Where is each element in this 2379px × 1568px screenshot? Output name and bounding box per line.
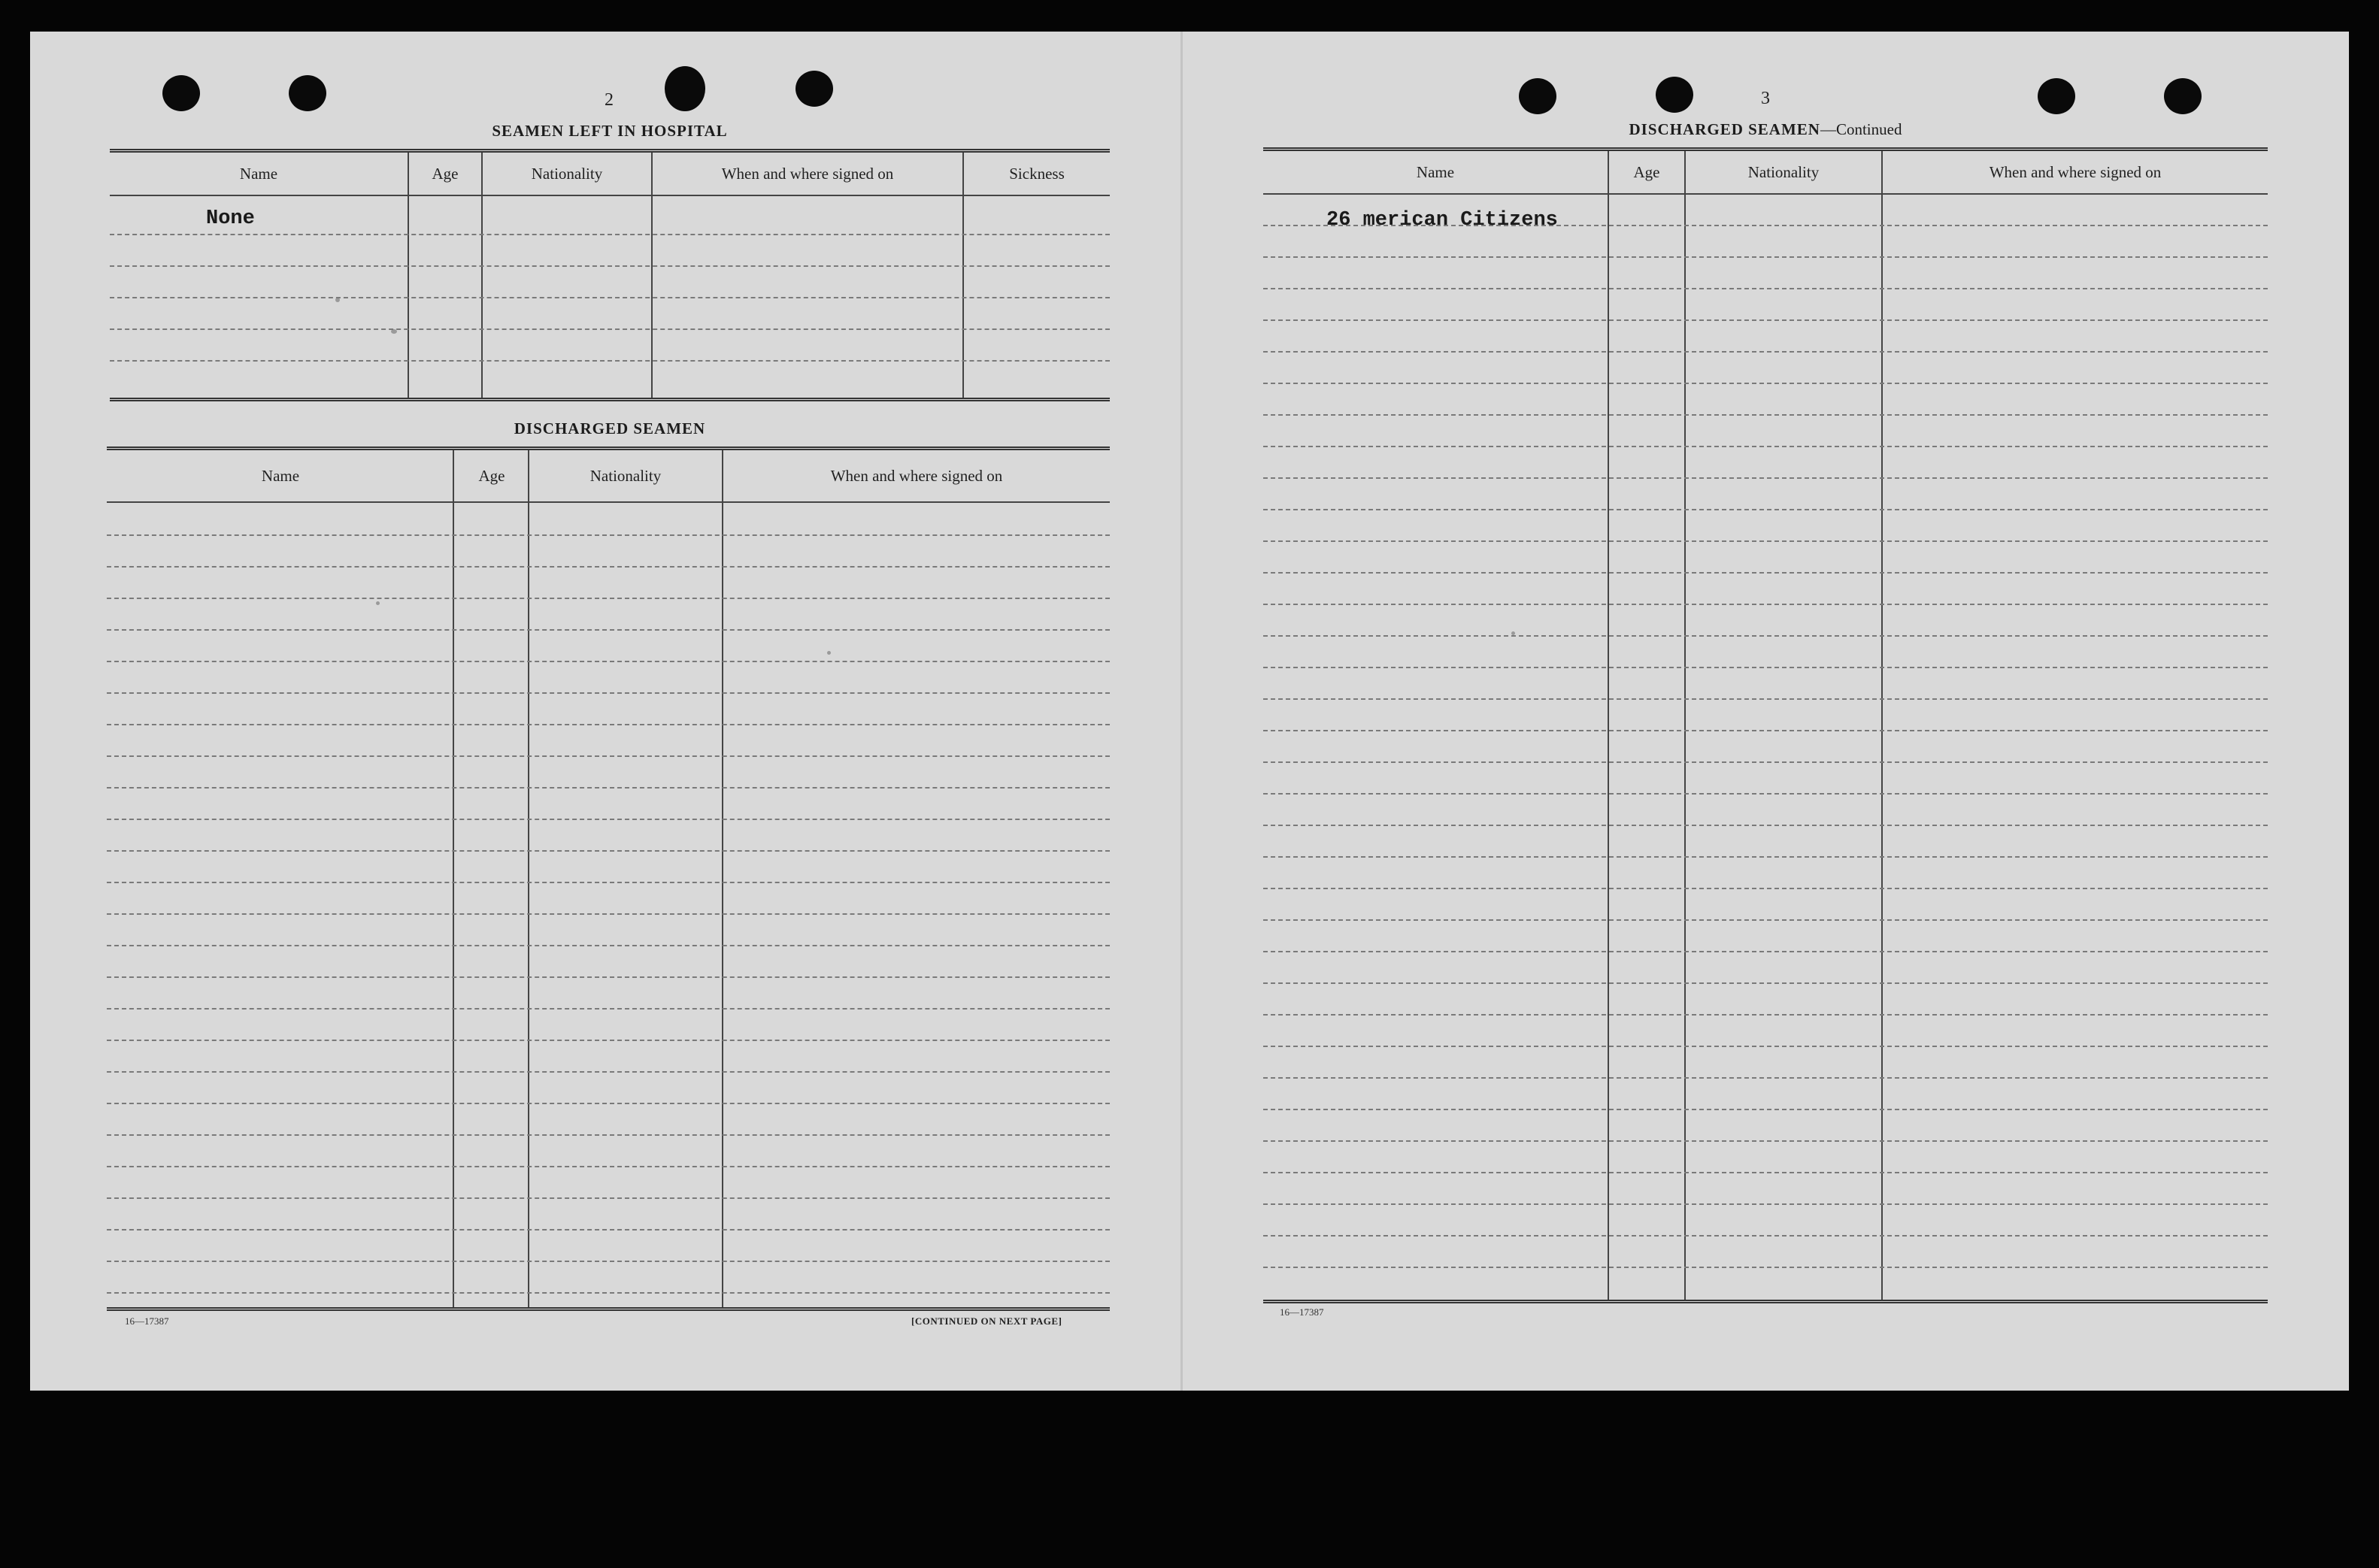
table-row <box>1263 634 2268 637</box>
table-row <box>1263 255 2268 258</box>
table-row <box>1263 476 2268 479</box>
column-divider <box>722 450 723 1307</box>
hospital-col-nationality: Nationality <box>531 165 603 183</box>
page-number-left: 2 <box>605 90 614 110</box>
table-row <box>1263 1170 2268 1173</box>
table-row <box>107 817 1110 820</box>
hospital-table-header <box>110 153 1110 196</box>
table-row <box>110 232 1110 235</box>
table-row <box>1263 1139 2268 1142</box>
table-row <box>1263 381 2268 384</box>
right-col-signed-on: When and where signed on <box>1989 163 2162 181</box>
hospital-col-name: Name <box>239 165 278 183</box>
table-row <box>1263 792 2268 795</box>
discharged-continued-title-main: DISCHARGED SEAMEN <box>1629 120 1820 138</box>
table-row <box>1263 1107 2268 1110</box>
hospital-section-title: SEAMEN LEFT IN HOSPITAL <box>492 122 728 140</box>
table-row <box>107 849 1110 852</box>
table-row <box>107 565 1110 568</box>
table-row <box>107 912 1110 915</box>
punch-hole <box>2164 78 2202 114</box>
table-row <box>1263 507 2268 510</box>
table-row <box>1263 728 2268 731</box>
discharged-table-left <box>107 446 1110 1311</box>
table-row <box>1263 539 2268 542</box>
right-col-name: Name <box>1416 163 1455 181</box>
punch-hole <box>796 71 833 107</box>
discharged-col-name: Name <box>261 467 300 485</box>
form-number-left: 16—17387 <box>125 1315 169 1327</box>
table-row <box>107 943 1110 946</box>
table-row <box>107 722 1110 725</box>
discharged-section-title: DISCHARGED SEAMEN <box>514 419 706 437</box>
discharged-table-header <box>107 450 1110 503</box>
continued-on-next-page: [CONTINUED ON NEXT PAGE] <box>911 1315 1062 1327</box>
table-row <box>1263 949 2268 952</box>
table-row <box>1263 602 2268 605</box>
table-row <box>1263 1076 2268 1079</box>
punch-hole <box>665 66 705 111</box>
table-row <box>107 1006 1110 1010</box>
table-row <box>107 1196 1110 1199</box>
table-row <box>107 659 1110 662</box>
punch-hole <box>162 75 200 111</box>
table-row <box>107 1227 1110 1230</box>
column-divider <box>1881 151 1883 1300</box>
page-fold <box>1180 32 1183 1391</box>
table-row <box>107 1164 1110 1167</box>
table-row <box>107 1133 1110 1136</box>
punch-hole <box>2038 78 2075 114</box>
table-row <box>1263 760 2268 763</box>
discharged-table-right <box>1263 147 2268 1303</box>
table-row <box>1263 286 2268 289</box>
table-row <box>110 295 1110 298</box>
table-row <box>107 754 1110 757</box>
table-row <box>107 975 1110 978</box>
table-row <box>107 786 1110 789</box>
table-row <box>1263 1202 2268 1205</box>
right-col-age: Age <box>1633 163 1660 181</box>
discharged-col-signed-on: When and where signed on <box>830 467 1003 485</box>
table-row <box>1263 981 2268 984</box>
table-row <box>107 1038 1110 1041</box>
discharged-col-age: Age <box>478 467 505 485</box>
table-row <box>1263 1234 2268 1237</box>
table-row <box>110 264 1110 267</box>
table-row <box>1263 918 2268 921</box>
table-row <box>107 1101 1110 1104</box>
table-row <box>1263 571 2268 574</box>
punch-hole <box>289 75 326 111</box>
discharged-entry: 26 merican Citizens <box>1326 209 1558 232</box>
table-row <box>1263 350 2268 353</box>
table-row <box>107 1291 1110 1294</box>
hospital-entry: None <box>206 207 255 230</box>
column-divider <box>528 450 529 1307</box>
table-row <box>107 880 1110 883</box>
table-row <box>1263 1265 2268 1268</box>
table-row <box>1263 413 2268 416</box>
table-row <box>1263 697 2268 700</box>
hospital-table <box>110 149 1110 401</box>
right-col-nationality: Nationality <box>1747 163 1820 181</box>
table-row <box>110 327 1110 330</box>
hospital-col-signed-on: When and where signed on <box>721 165 894 183</box>
table-row <box>107 691 1110 694</box>
table-row <box>1263 318 2268 321</box>
column-divider <box>1608 151 1609 1300</box>
table-row <box>1263 444 2268 447</box>
page-number-right: 3 <box>1761 89 1770 108</box>
discharged-continued-suffix: —Continued <box>1820 120 1902 138</box>
table-row <box>1263 1013 2268 1016</box>
discharged-continued-header <box>1263 151 2268 195</box>
table-row <box>1263 886 2268 889</box>
table-row <box>107 628 1110 631</box>
table-row <box>1263 855 2268 858</box>
table-row <box>107 1070 1110 1073</box>
discharged-col-nationality: Nationality <box>589 467 662 485</box>
table-row <box>107 533 1110 536</box>
column-divider <box>453 450 454 1307</box>
table-row <box>1263 823 2268 826</box>
form-number-right: 16—17387 <box>1280 1306 1324 1318</box>
punch-hole <box>1519 78 1556 114</box>
table-row <box>107 1259 1110 1262</box>
column-divider <box>1684 151 1686 1300</box>
table-row <box>110 359 1110 362</box>
table-row <box>107 596 1110 599</box>
discharged-continued-title <box>1263 120 2268 139</box>
punch-hole <box>1656 77 1693 113</box>
table-row <box>1263 1044 2268 1047</box>
hospital-col-sickness: Sickness <box>1009 165 1065 183</box>
table-row <box>1263 665 2268 668</box>
hospital-col-age: Age <box>432 165 459 183</box>
